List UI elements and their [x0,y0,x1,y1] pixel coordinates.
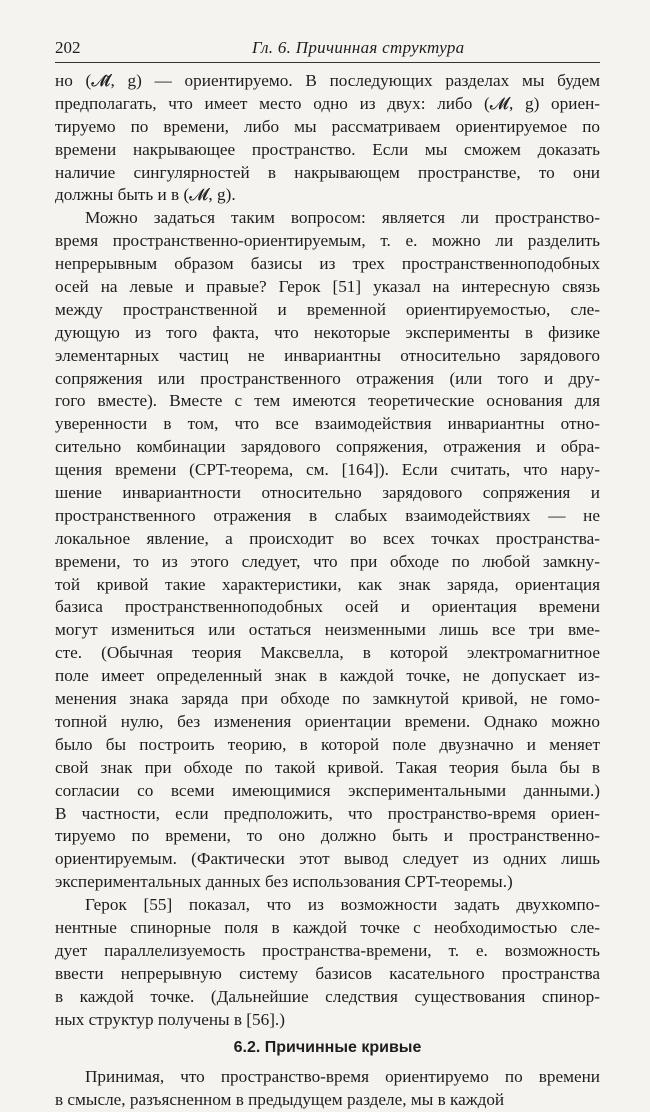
text-line: предполагать, что имеет место одно из двух: либо (𝓜, g) ориен- [55,93,600,113]
text-line: базиса пространственноподобных осей и ориентация времени [55,597,600,617]
text-line: щения времени (CPT-теорема, см. [164]). Если считать, что нару- [55,460,600,480]
text-line: экспериментальных данных без использования CPT-теоремы.) [55,872,513,892]
text-line: должны быть и в (𝓜, g). [55,185,236,205]
text-line: поле имеет определенный знак в каждой точке, не допускает из- [55,666,600,686]
page-number: 202 [55,38,81,57]
text-line: в каждой точке. (Дальнейшие следствия существования спинор- [55,986,600,1006]
text-line: ввести непрерывную систему базисов касательного пространства [55,963,600,983]
text-line: осей на левые и правые? Герок [51] указал на интересную связь [55,277,600,297]
running-title: Гл. 6. Причинная структура [252,38,465,57]
text-line: той кривой такие характеристики, как знак заряда, ориентация [55,574,600,594]
text-line: времени накрывающее пространство. Если мы сможем доказать [55,139,600,159]
text-line: ных структур получены в [56].) [55,1009,285,1029]
text-line: локальное явление, а происходит во всех точках пространства- [55,528,600,548]
text-line: времени, то из этого следует, что при обходе по любой замкну- [55,551,600,571]
text-line: непрерывным образом базисы из трех пространственноподобных [55,254,600,274]
text-line: В частности, если предположить, что пространство-время ориен- [55,803,600,823]
final-paragraph [55,1066,600,1112]
paragraph [55,894,600,1031]
text-line: время пространственно-ориентируемым, т. е. можно ли разделить [55,231,600,251]
text-line: элементарных частиц не инвариантны относительно зарядового [55,345,600,365]
text-line: менения знака заряда при обходе по замкнутой кривой, не гомо- [55,689,600,709]
text-line: тируемо по времени, то оно должно быть и пространственно- [55,826,600,846]
text-line: тируемо по времени, либо мы рассматриваем ориентируемое по [55,116,600,136]
page-body [55,70,600,1112]
text-line: Принимая, что пространство-время ориентируемо по времени [85,1067,600,1087]
text-line: уверенности в том, что все взаимодействия инвариантны отно- [55,414,600,434]
text-line: согласии со всеми имеющимися экспериментальными данными.) [55,780,600,800]
section-title: 6.2. Причинные кривые [233,1039,422,1057]
text-line: было бы построить теорию, в которой поле двузначно и меняет [55,734,600,754]
text-line: дующую из того факта, что некоторые эксперименты в физике [55,322,600,342]
text-line: дует параллелизуемость пространства-времени, т. е. возможность [55,940,600,960]
text-line: сте. (Обычная теория Максвелла, в которой электромагнитное [55,643,600,663]
text-line: пространственного отражения в слабых взаимодействиях — не [55,505,600,525]
text-line: гого вместе). Вместе с тем имеются теоретические основания для [55,391,600,411]
text-line: в смысле, разъясненном в предыдущем разделе, мы в каждой [55,1090,505,1110]
text-line: свой знак при обходе по такой кривой. Такая теория была бы в [55,757,600,777]
paragraph [55,207,600,894]
text-line: нентные спинорные поля в каждой точке с необходимостью сле- [55,917,600,937]
text-line: между пространственной и временной ориентируемостью, сле- [55,299,600,319]
text-line: Герок [55] показал, что из возможности задать двухкомпо- [85,895,600,915]
paragraphs [55,70,600,1031]
text-line: сопряжения или пространственного отражения (или того и дру- [55,368,600,388]
text-line: наличие сингулярностей в накрывающем пространстве, то они [55,162,600,182]
text-line: Можно задаться таким вопросом: является ли пространство- [85,208,600,228]
text-line: ориентируемым. (Фактически этот вывод следует из одних лишь [55,849,600,869]
text-line: но (𝓜̃, g) — ориентируемо. В последующих разделах мы будем [55,71,600,90]
paragraph [55,70,600,207]
header-rule [55,62,600,63]
text-line: шение инвариантности относительно зарядового сопряжения и [55,483,600,503]
text-line: могут измениться или остаться неизменными лишь все три вме- [55,620,600,640]
text-line: топной нулю, без изменения ориентации времени. Однако можно [55,711,600,731]
text-line: сительно комбинации зарядового сопряжения, отражения и обра- [55,437,600,457]
